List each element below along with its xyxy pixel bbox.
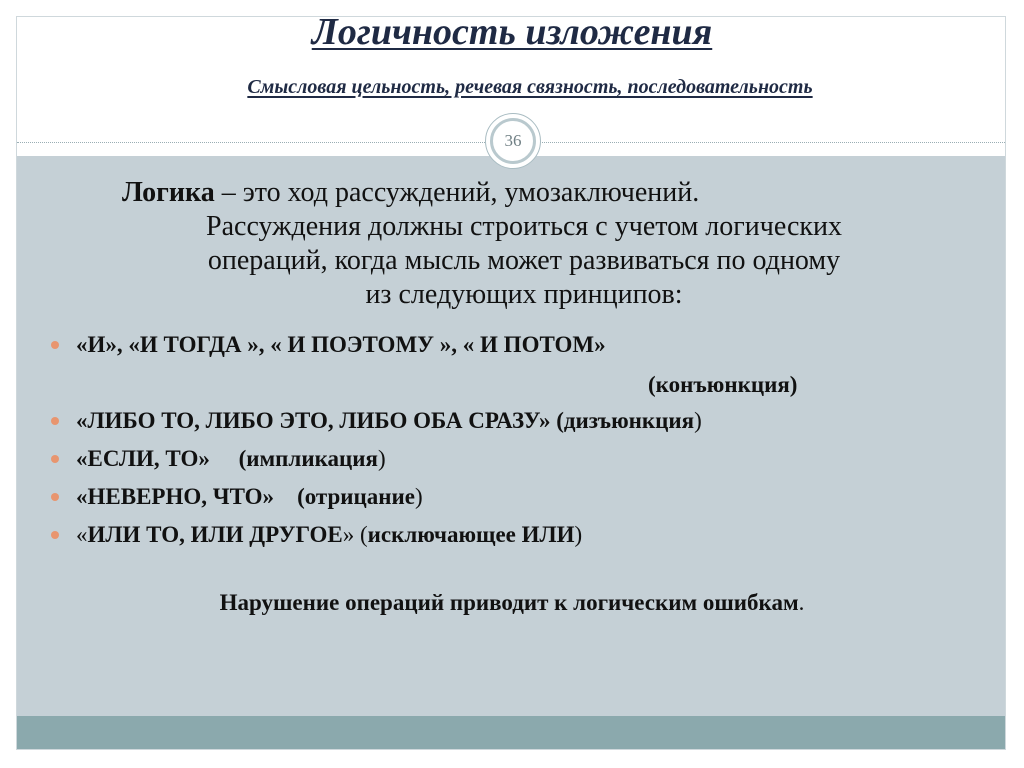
page-number-badge bbox=[485, 113, 541, 169]
principles-list bbox=[48, 326, 998, 554]
list-item-close: ) bbox=[377, 446, 386, 471]
intro-line-2: Рассуждения должны строиться с учетом логических bbox=[206, 211, 842, 242]
list-item bbox=[48, 478, 998, 516]
conclusion bbox=[0, 590, 1024, 616]
slide-title: Логичность изложения bbox=[311, 11, 713, 53]
intro-line-3: операций, когда мысль может развиваться по одному bbox=[207, 245, 841, 276]
intro-line-1 bbox=[84, 176, 964, 210]
conclusion-text: Нарушение операций приводит к логическим ошибкам bbox=[219, 590, 799, 615]
list-item bbox=[48, 440, 998, 478]
list-item-quote: «И», «И ТОГДА », « И ПОЭТОМУ », « И ПОТОМ» bbox=[76, 332, 606, 357]
list-item-operation: (отрицание bbox=[297, 484, 416, 509]
list-item bbox=[48, 516, 998, 554]
conclusion-end: . bbox=[798, 590, 805, 615]
list-item-operation: исключающее ИЛИ bbox=[367, 522, 575, 547]
conjunction-label: (конъюнкция) bbox=[648, 372, 798, 397]
intro-term: Логика bbox=[122, 177, 215, 208]
list-item-close: ) bbox=[415, 484, 423, 509]
list-item-open-quote: « bbox=[76, 522, 88, 547]
list-item-quote: ИЛИ ТО, ИЛИ ДРУГОЕ bbox=[87, 522, 343, 547]
list-item-close: ) bbox=[694, 408, 702, 433]
intro-paragraph bbox=[84, 176, 964, 312]
list-item-operation: (дизъюнкция bbox=[556, 408, 695, 433]
intro-line-4: из следующих принципов: bbox=[365, 279, 683, 310]
intro-line-1-text: – это ход рассуждений, умозаключений. bbox=[214, 177, 700, 208]
slide-subtitle: Смысловая цельность, речевая связность, последовательность bbox=[247, 76, 813, 98]
list-item-close: ) bbox=[574, 522, 583, 547]
list-item bbox=[48, 402, 998, 440]
list-item-quote: «ЛИБО ТО, ЛИБО ЭТО, ЛИБО ОБА СРАЗУ» bbox=[76, 408, 557, 433]
list-item bbox=[48, 326, 998, 364]
page-number: 36 bbox=[490, 118, 536, 164]
list-item-quote: «ЕСЛИ, ТО» bbox=[76, 446, 239, 471]
list-item-quote: «НЕВЕРНО, ЧТО» bbox=[76, 484, 298, 509]
list-item-operation: (импликация bbox=[238, 446, 378, 471]
footer-bar bbox=[17, 716, 1005, 749]
list-item-mid: » ( bbox=[342, 522, 368, 547]
